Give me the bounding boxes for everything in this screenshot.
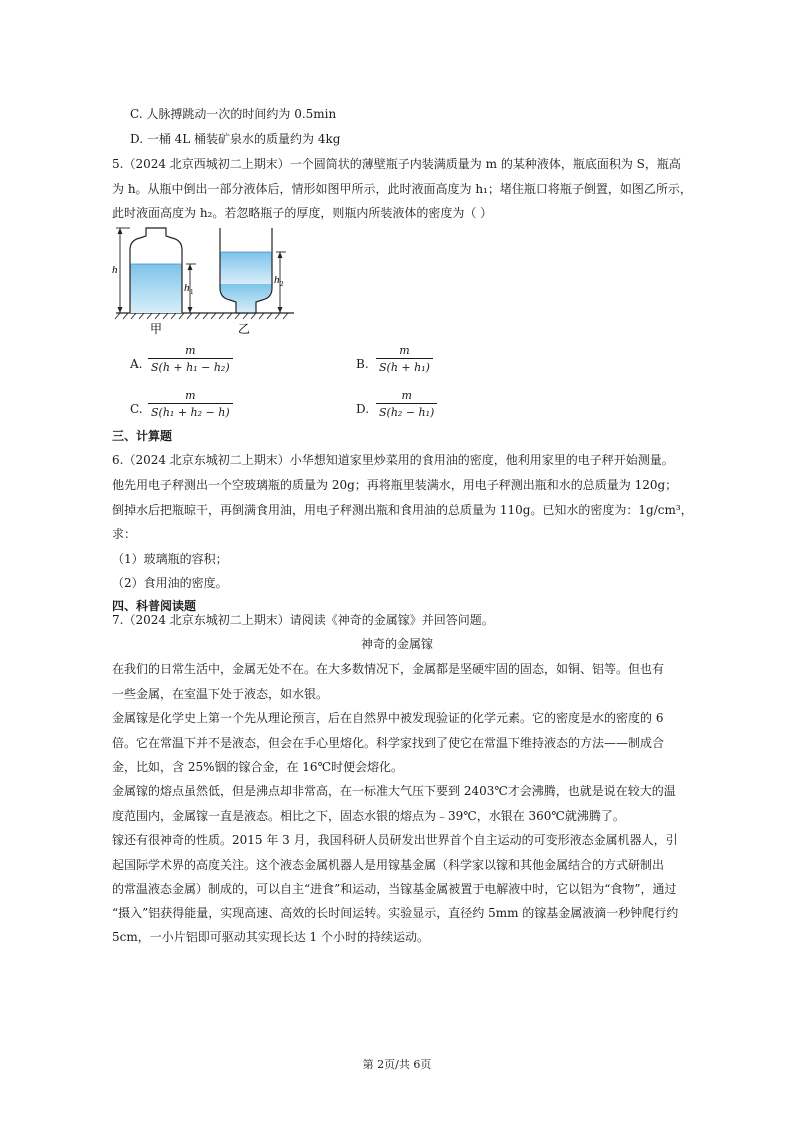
h-arrow-down: [118, 307, 123, 313]
q5-option-b-label: B.: [356, 357, 369, 371]
q6-sub-1: （1）玻璃瓶的容积；: [112, 552, 228, 566]
article-p1-line-2: 一些金属，在室温下处于液态，如水银。: [112, 687, 329, 701]
q5-option-b-denominator: S(h + h₁): [376, 358, 433, 376]
section-4-heading: 四、科普阅读题: [112, 599, 197, 613]
option-d-line: D. 一桶 4L 桶装矿泉水的质量约为 4kg: [130, 132, 341, 146]
q5-option-b-numerator: m: [399, 344, 410, 357]
caption-jia: 甲: [150, 322, 163, 336]
q5-option-d-numerator: m: [401, 389, 412, 402]
option-c-line: C. 人脉搏跳动一次的时间约为 0.5min: [130, 107, 337, 121]
h2-arrow-up: [278, 252, 283, 258]
h1-arrow-up: [188, 264, 193, 270]
q6-sub-2: （2）食用油的密度。: [112, 576, 228, 590]
section-3-heading: 三、计算题: [112, 429, 173, 443]
article-p2-line-2: 倍。它在常温下并不是液态，但会在手心里熔化。科学家找到了使它在常温下维持液态的方法——制成合: [112, 736, 665, 750]
article-p3-line-2: 度范围内，金属镓一直是液态。相比之下，固态水银的熔点为﹣39℃，水银在 360℃就沸腾了。: [112, 809, 625, 823]
q5-option-d-label: D.: [356, 402, 370, 416]
q6-line-4: 求：: [112, 527, 137, 541]
article-p4-line-1: 镓还有很神奇的性质。2015 年 3 月，我国科研人员研发出世界首个自主运动的可变形液态金属机器人，引: [112, 833, 678, 847]
q6-line-1: 6.（2024 北京东城初二上期末）小华想知道家里炒菜用的食用油的密度，他利用家里的电子秤开始测量。: [112, 453, 674, 467]
h-arrow-up: [118, 228, 123, 234]
h-label: h: [112, 264, 118, 276]
h2-subscript: 2: [280, 280, 284, 288]
article-p4-line-5: 5cm，一小片铝即可驱动其实现长达 1 个小时的持续运动。: [112, 930, 430, 944]
left-bottle-water: [130, 264, 182, 313]
q5-option-d-fraction: [376, 389, 437, 421]
right-bottle-water: [220, 252, 272, 284]
caption-yi: 乙: [238, 322, 251, 336]
q5-option-c-fraction: [148, 389, 233, 421]
article-p2-line-3: 金，比如，含 25%铟的镓合金，在 16℃时便会熔化。: [112, 760, 403, 774]
q5-line-3: 此时液面高度为 h₂。若忽略瓶子的厚度，则瓶内所装液体的密度为（ ）: [112, 206, 493, 220]
article-p1-line-1: 在我们的日常生活中，金属无处不在。在大多数情况下，金属都是坚硬牢固的固态，如铜、铝等。但也有: [112, 662, 665, 676]
h1-arrow-down: [188, 307, 193, 313]
q5-option-c-numerator: m: [185, 389, 196, 402]
q5-option-a-denominator: S(h + h₁ − h₂): [148, 358, 233, 376]
q5-line-1: 5.（2024 北京西城初二上期末）一个圆筒状的薄壁瓶子内装满质量为 m 的某种液体，瓶底面积为 S，瓶高: [112, 157, 681, 171]
h1-subscript: 1: [190, 288, 194, 296]
ground-hatch: [115, 313, 288, 319]
q5-option-a-numerator: m: [185, 344, 196, 357]
article-p3-line-1: 金属镓的熔点虽然低，但是沸点却非常高，在一标准大气压下要到 2403℃才会沸腾，也就是说在较大的温: [112, 784, 676, 798]
bottle-figure: [106, 224, 296, 336]
h1-label: h: [184, 282, 190, 294]
article-p4-line-2: 起国际学术界的高度关注。这个液态金属机器人是用镓基金属（科学家以镓和其他金属结合的方式研制出: [112, 858, 665, 872]
h2-arrow-down: [278, 307, 283, 313]
h2-label: h: [274, 274, 280, 286]
q5-line-2: 为 h。从瓶中倒出一部分液体后，情形如图甲所示，此时液面高度为 h₁；堵住瓶口将瓶子倒置，如图乙所示，: [112, 182, 692, 196]
q7-line-1: 7.（2024 北京东城初二上期末）请阅读《神奇的金属镓》并回答问题。: [112, 613, 494, 627]
page-footer: 第 2页/共 6页: [362, 1058, 432, 1071]
article-p4-line-4: “摄入”铝获得能量，实现高速、高效的长时间运转。实验显示，直径约 5mm 的镓基金属液滴一秒钟爬行约: [112, 906, 679, 920]
q5-option-a-fraction: [148, 344, 233, 376]
q5-option-c-label: C.: [130, 402, 143, 416]
article-title: 神奇的金属镓: [360, 637, 433, 651]
q6-line-2: 他先用电子秤测出一个空玻璃瓶的质量为 20g；再将瓶里装满水，用电子秤测出瓶和水的总质量为 120g；: [112, 478, 678, 492]
q6-line-3: 倒掉水后把瓶晾干，再倒满食用油，用电子秤测出瓶和食用油的总质量为 110g。已知水的密度为：1g/cm³，: [112, 503, 693, 517]
q5-option-b-fraction: [376, 344, 433, 376]
q5-option-d-denominator: S(h₂ − h₁): [376, 403, 437, 421]
article-p4-line-3: 的常温液态金属）制成的，可以自主“进食”和运动，当镓基金属被置于电解液中时，它以铝为“食物”，通过: [112, 882, 677, 896]
q5-option-c-denominator: S(h₁ + h₂ − h): [148, 403, 233, 421]
article-p2-line-1: 金属镓是化学史上第一个先从理论预言，后在自然界中被发现验证的化学元素。它的密度是水的密度的 6: [112, 711, 664, 725]
q5-option-a-label: A.: [130, 357, 143, 371]
right-bottle-water-neck: [220, 284, 272, 313]
